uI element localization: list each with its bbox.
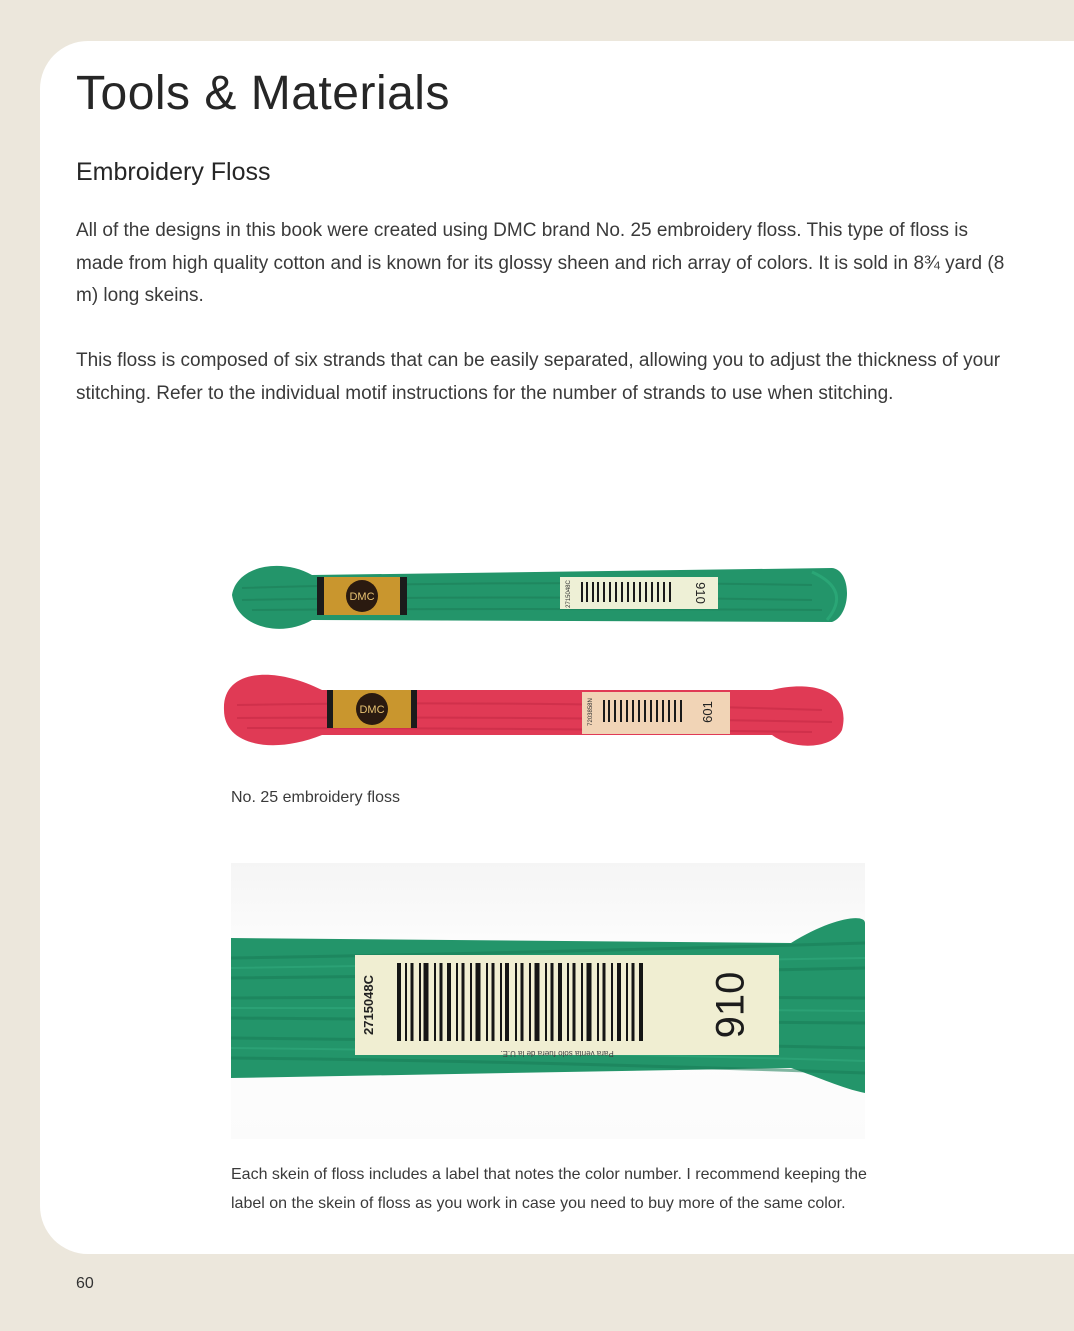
- red-label-number: 601: [700, 701, 715, 723]
- closeup-label-small-text: Para venta solo fuera de la U.E.: [500, 1049, 614, 1058]
- caption-floss: No. 25 embroidery floss: [231, 789, 400, 806]
- green-label-number: 910: [693, 582, 708, 604]
- floss-label-closeup-photo: [231, 863, 865, 1139]
- closeup-label-code: 2715048C: [361, 975, 376, 1035]
- page-number: 60: [76, 1275, 94, 1292]
- red-label-code: 7203858N: [588, 698, 594, 726]
- green-band-brand: DMC: [349, 591, 375, 603]
- page-title: Tools & Materials: [76, 67, 450, 120]
- section-heading: Embroidery Floss: [76, 158, 271, 186]
- red-band-brand: DMC: [359, 704, 385, 716]
- red-skein: [224, 675, 844, 746]
- paragraph-strands: This floss is composed of six strands that can be easily separated, allowing you to adjust the thickness of your stitching. Refer to the individual motif instructions for the number of strands to use when stitching.: [76, 350, 1001, 404]
- caption-label: Each skein of floss includes a label that notes the color number. I recommend keeping the label on the skein of floss as you work in case you need to buy more of the same color.: [231, 1166, 867, 1212]
- green-skein: [232, 566, 847, 629]
- floss-skeins-photo: [212, 540, 862, 780]
- paragraph-intro: All of the designs in this book were created using DMC brand No. 25 embroidery floss. This type of floss is made from high quality cotton and is known for its glossy sheen and rich array of colors. It is sold in 8¾ yard (8 m) long skeins.: [76, 220, 1005, 306]
- closeup-label: [355, 955, 779, 1058]
- closeup-label-number: 910: [708, 971, 753, 1039]
- green-label-code: 2715048C: [566, 580, 572, 608]
